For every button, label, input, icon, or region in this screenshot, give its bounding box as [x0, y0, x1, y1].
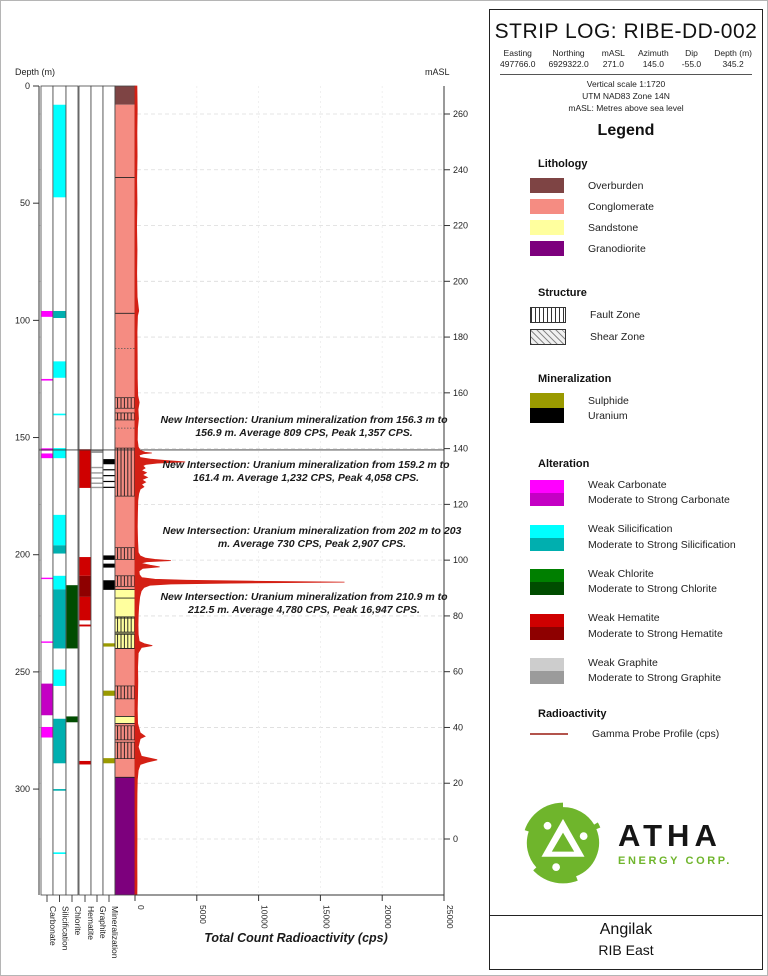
conglomerate-swatch [530, 199, 564, 214]
svg-text:20: 20 [453, 778, 464, 789]
project-name: Angilak [599, 921, 653, 938]
svg-text:50: 50 [19, 198, 30, 209]
hematite-swatch [530, 614, 564, 640]
sulphide-swatch [530, 393, 564, 408]
legend-item: Gamma Probe Profile (cps) [530, 728, 762, 740]
svg-text:120: 120 [453, 499, 469, 510]
svg-text:10000: 10000 [259, 905, 270, 929]
svg-text:5000: 5000 [197, 905, 208, 924]
collar-field: mASL 271.0 [601, 48, 625, 70]
legend-item: Weak Hematite Moderate to Strong Hematite [530, 611, 762, 641]
graphite-swatch [530, 658, 564, 684]
gamma-axis-title: Total Count Radioactivity (cps) [204, 931, 388, 945]
logo-subtext: ENERGY CORP. [618, 854, 732, 867]
legend-radioactivity-section [490, 708, 762, 740]
svg-text:150: 150 [14, 432, 30, 443]
svg-text:100: 100 [453, 555, 469, 566]
collar-field: Dip -55.0 [681, 48, 702, 70]
legend-item: Shear Zone [530, 329, 762, 345]
svg-text:260: 260 [453, 108, 469, 119]
radioactivity-heading: Radioactivity [538, 708, 607, 720]
logo-text: ATHA [618, 817, 722, 853]
svg-text:220: 220 [453, 220, 469, 231]
fault-zone-swatch [530, 307, 566, 323]
svg-text:25000: 25000 [445, 905, 455, 929]
overburden-swatch [530, 178, 564, 193]
legend-item: Weak Carbonate Moderate to Strong Carbonate [530, 478, 762, 508]
intersection-annotation: New Intersection: Uranium mineralization from 210.9 m to 212.5 m. Average 4,780 CPS, Peak 16,947 CPS. [160, 591, 448, 616]
svg-text:15000: 15000 [321, 905, 332, 929]
legend-lithology-section [490, 158, 762, 262]
project-footer [489, 915, 763, 970]
shear-zone-swatch [530, 329, 566, 345]
legend-item: Granodiorite [530, 241, 762, 256]
svg-text:Graphite: Graphite [98, 906, 108, 939]
svg-text:Mineralization: Mineralization [110, 906, 120, 959]
legend-item: Uranium [530, 408, 762, 423]
svg-text:40: 40 [453, 722, 464, 733]
svg-text:Chlorite: Chlorite [73, 906, 83, 936]
svg-text:Depth (m): Depth (m) [15, 67, 56, 77]
collar-field: Easting 497766.0 [500, 48, 536, 70]
svg-text:Silicification: Silicification [60, 906, 71, 951]
collar-field: Northing 6929322.0 [548, 48, 589, 70]
legend-panel [489, 9, 763, 917]
legend-item: Weak Chlorite Moderate to Strong Chlorite [530, 567, 762, 597]
legend-item: Weak Silicification Moderate to Strong Silicification [530, 522, 762, 552]
svg-text:200: 200 [14, 549, 30, 560]
legend-mineralization-section [490, 373, 762, 429]
collar-field: Azimuth 145.0 [637, 48, 669, 70]
svg-text:140: 140 [453, 443, 469, 454]
collar-info-table [500, 48, 752, 75]
legend-structure-section [490, 287, 762, 351]
svg-text:60: 60 [453, 666, 464, 677]
legend-item: Conglomerate [530, 199, 762, 214]
svg-text:Hematite: Hematite [86, 906, 96, 941]
gamma-profile-curve [135, 86, 345, 895]
gamma-line-sample [530, 733, 568, 735]
legend-item: Sulphide [530, 393, 762, 408]
legend-heading: Legend [597, 122, 655, 139]
uranium-swatch [530, 408, 564, 423]
mineralization-heading: Mineralization [538, 373, 612, 385]
svg-text:mASL: mASL [425, 67, 450, 77]
svg-text:250: 250 [14, 666, 30, 677]
company-logo [510, 800, 742, 886]
track-lithology [115, 86, 135, 895]
map-notes: Vertical scale 1:1720 UTM NAD83 Zone 14N mASL: Metres above sea level [568, 78, 684, 113]
svg-text:200: 200 [453, 276, 469, 287]
svg-text:100: 100 [14, 315, 30, 326]
carbonate-swatch [530, 480, 564, 506]
svg-text:0: 0 [453, 834, 459, 844]
intersection-annotation: New Intersection: Uranium mineralization from 202 m to 203 m. Average 730 CPS, Peak 2,907 CPS. [162, 525, 462, 550]
legend-item: Fault Zone [530, 307, 762, 323]
page-title: STRIP LOG: RIBE-DD-002 [494, 20, 758, 43]
legend-item: Weak Graphite Moderate to Strong Graphite [530, 656, 762, 686]
svg-text:300: 300 [14, 784, 30, 795]
silicification-swatch [530, 525, 564, 551]
granodiorite-swatch [530, 241, 564, 256]
svg-text:Carbonate: Carbonate [48, 906, 58, 946]
svg-text:240: 240 [453, 164, 469, 175]
legend-alteration-section [490, 458, 762, 700]
gamma-axis [135, 895, 455, 929]
svg-text:20000: 20000 [383, 905, 394, 929]
legend-item: Overburden [530, 178, 762, 193]
svg-text:180: 180 [453, 332, 469, 343]
lithology-heading: Lithology [538, 158, 588, 170]
atha-logo-icon [520, 800, 606, 886]
strip-log-chart [1, 1, 488, 976]
svg-text:80: 80 [453, 610, 464, 621]
sandstone-swatch [530, 220, 564, 235]
svg-text:160: 160 [453, 387, 469, 398]
intersection-annotation: New Intersection: Uranium mineralization from 159.2 m to 161.4 m. Average 1,232 CPS, Peak 4,058 CPS. [162, 459, 450, 484]
svg-text:0: 0 [136, 905, 146, 910]
intersection-annotation: New Intersection: Uranium mineralization from 156.3 m to 156.9 m. Average 809 CPS, Peak 1,357 CPS. [160, 414, 448, 439]
alteration-heading: Alteration [538, 458, 590, 470]
area-name: RIB East [598, 942, 654, 958]
collar-field: Depth (m) 345.2 [714, 48, 752, 70]
structure-heading: Structure [538, 287, 587, 299]
legend-item: Sandstone [530, 220, 762, 235]
svg-text:0: 0 [24, 81, 30, 91]
strip-log-svg [1, 1, 488, 976]
chlorite-swatch [530, 569, 564, 595]
